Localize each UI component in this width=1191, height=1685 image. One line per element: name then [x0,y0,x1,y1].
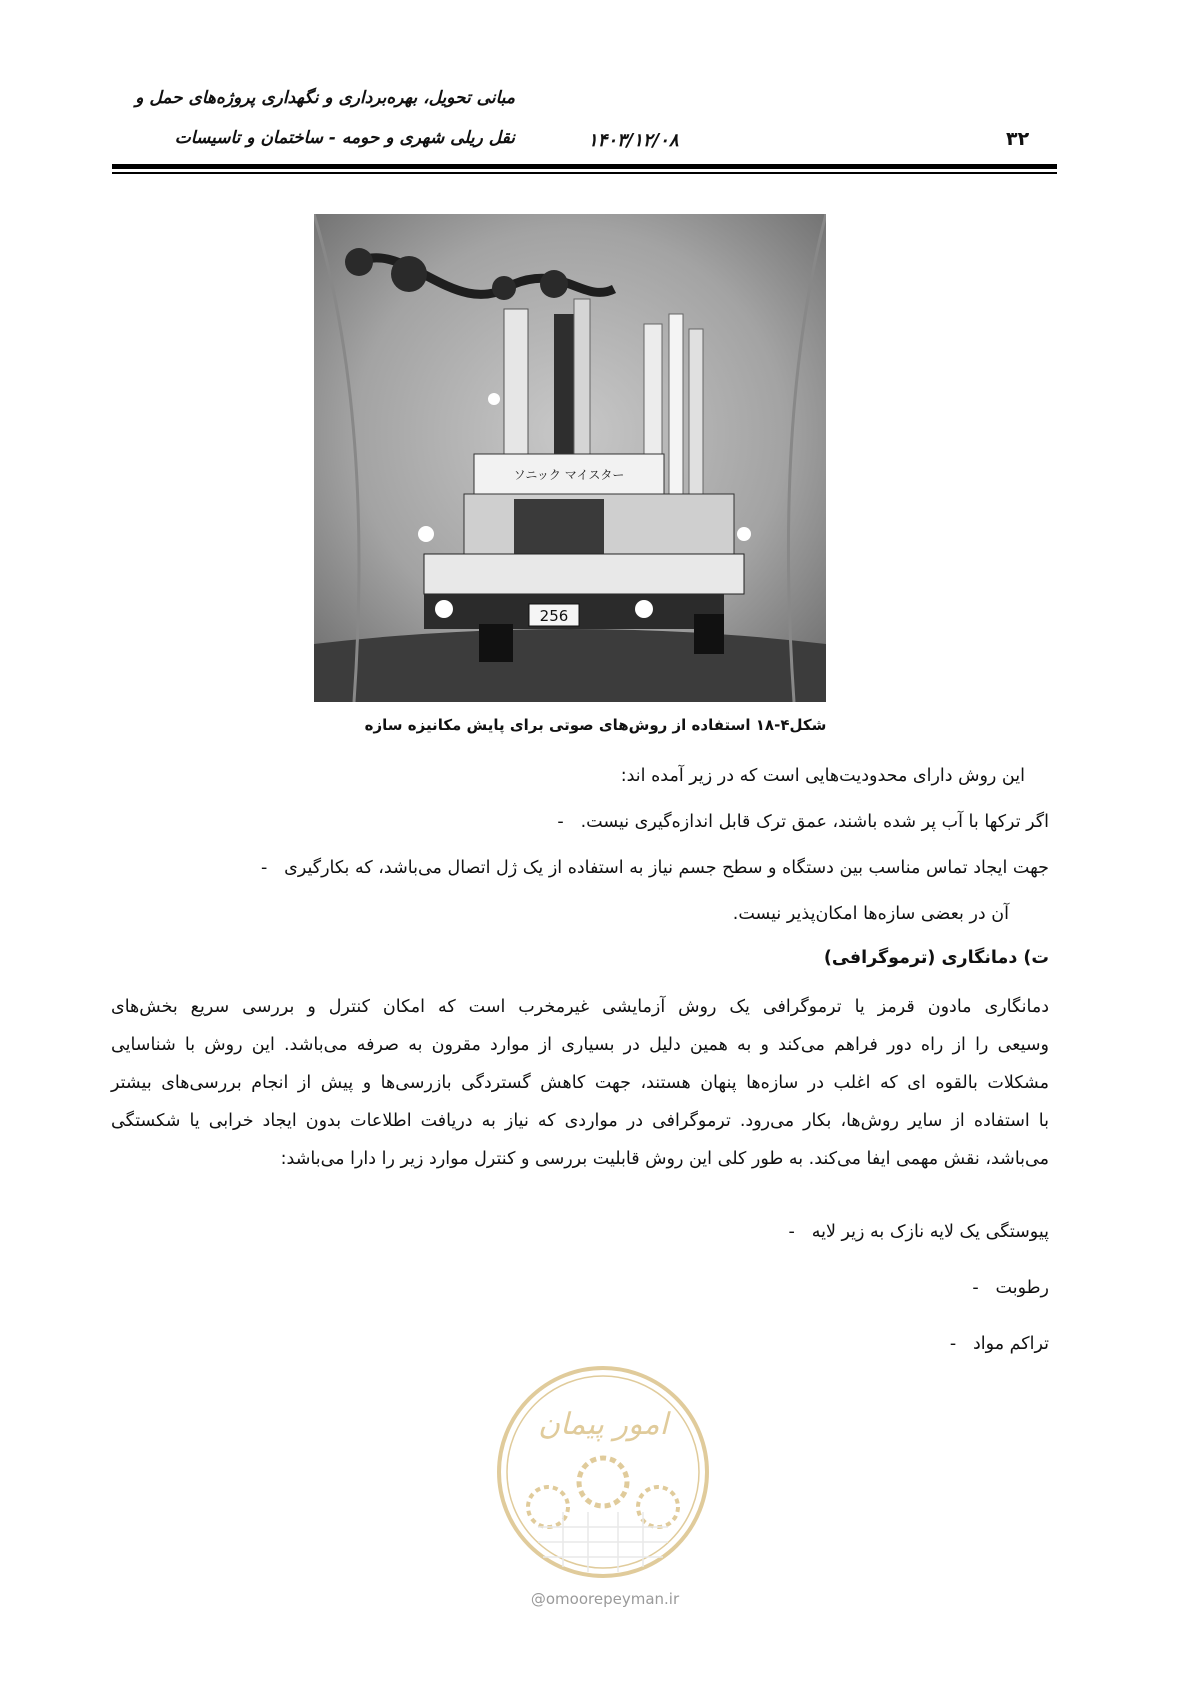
page-number: ۳۲ [1006,128,1030,150]
license-plate: 256 [539,607,569,625]
section-heading: ت) دمانگاری (ترموگرافی) [823,948,1049,968]
header-date: ۱۴۰۳/۱۲/۰۸ [588,130,679,151]
inspection-truck-illustration [314,214,826,702]
truck-sign: ソニック マイスター [513,468,625,482]
header-rule-thin [112,172,1057,174]
list-item: تراکم مواد- [949,1334,1049,1354]
header-title-line2: نقل ریلی شهری و حومه - ساختمان و تاسیسات [174,128,515,148]
watermark-url: @omoorepeyman.ir [530,1590,680,1608]
header-rule-thick [112,164,1057,169]
figure-photo [314,214,826,702]
at-icon: @ [530,1590,546,1608]
header-title-line1: مبانی تحویل، بهره‌برداری و نگهداری پروژه‌های حمل و [135,88,515,108]
list-item: جهت ایجاد تماس مناسب بین دستگاه و سطح جسم نیاز به استفاده از یک ژل اتصال می‌باشد، که بکارگیری- [260,858,1049,878]
watermark-logo [493,1362,713,1582]
list-item: اگر ترکها با آب پر شده باشند، عمق ترک قابل اندازه‌گیری نیست.- [557,812,1049,832]
logo-text: امور پیمان [538,1407,668,1442]
figure-caption: شکل۴-۱۸ استفاده از روش‌های صوتی برای پایش مکانیزه سازه [364,716,827,734]
list-item: رطوبت- [972,1278,1049,1298]
list-item: پیوستگی یک لایه نازک به زیر لایه- [788,1222,1049,1242]
list-item-continuation: آن در بعضی سازه‌ها امکان‌پذیر نیست. [732,904,1009,924]
intro-text: این روش دارای محدودیت‌هایی است که در زیر آمده اند: [620,766,1025,786]
paragraph: دمانگاری مادون قرمز یا ترموگرافی یک روش آزمایشی غیرمخرب است که امکان کنترل و بررسی سریع بخش‌های وسیعی را از راه دور فراهم می‌کند و به همین دلیل در بسیاری از موارد مقرون به صرفه می‌باشد. این روش با شناسایی مشکلات بالقوه ای که اغلب در سازه‌ها پنهان هستند، جهت کاهش گستردگی بازرسی‌ها و پیش از انجام بررسی‌های بیشتر با استفاده از سایر روش‌ها، بکار می‌رود. ترموگرافی در مواردی که نیاز به دریافت اطلاعات بدون ایجاد خرابی یا شکستگی می‌باشد، نقش مهمی ایفا می‌کند. به طور کلی این روش قابلیت بررسی و کنترل موارد زیر را دارا می‌باشد: [111,997,1049,1169]
